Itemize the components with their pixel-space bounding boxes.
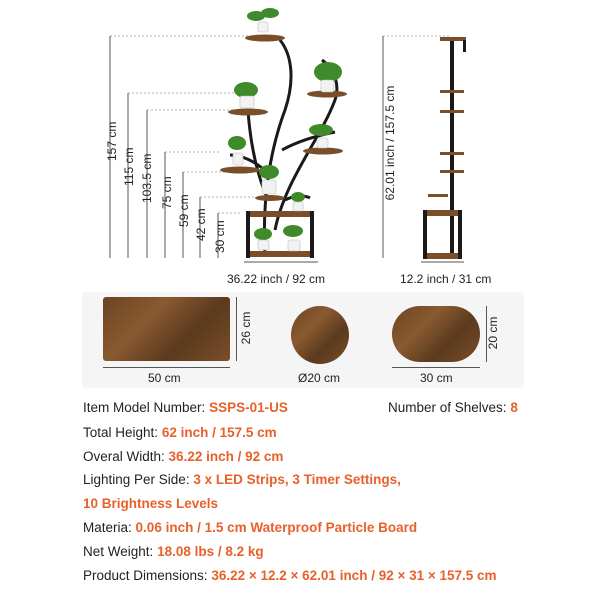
height-115-label: 115 cm — [122, 147, 136, 186]
height-103-label: 103.5 cm — [140, 153, 154, 203]
spec-weight-value: 18.08 lbs / 8.2 kg — [157, 544, 264, 559]
spec-weight — [83, 544, 264, 559]
spec-lighting-value-2: 10 Brightness Levels — [83, 496, 219, 511]
side-width-label: 12.2 inch / 31 cm — [400, 272, 492, 286]
spec-shelves-label: Number of Shelves: — [388, 400, 507, 415]
plant-stand-diagram — [0, 0, 600, 290]
front-width-label: 36.22 inch / 92 cm — [227, 272, 326, 286]
spec-lighting-value-1: 3 x LED Strips, 3 Timer Settings, — [193, 472, 401, 487]
height-157-label: 157 cm — [105, 121, 119, 161]
spec-lighting-cont — [83, 496, 218, 511]
large-shelf-width-label: 50 cm — [148, 371, 181, 385]
round-shelf-board — [291, 306, 349, 364]
large-shelf-width-line — [103, 367, 230, 368]
height-42-label: 42 cm — [194, 208, 208, 241]
large-shelf-depth-line — [236, 297, 237, 361]
large-shelf-board — [103, 297, 230, 361]
spec-height — [83, 425, 277, 440]
spec-shelves — [388, 400, 518, 415]
spec-lighting-label: Lighting Per Side: — [83, 472, 190, 487]
oval-shelf-board — [392, 306, 480, 362]
side-height-label: 62.01 inch / 157.5 cm — [383, 85, 397, 201]
height-59-label: 59 cm — [177, 194, 191, 227]
oval-shelf-width-label: 30 cm — [420, 371, 453, 385]
round-shelf-diameter-label: Ø20 cm — [298, 371, 341, 385]
spec-width-value: 36.22 inch / 92 cm — [168, 449, 284, 464]
side-view-stand — [423, 37, 466, 259]
spec-lighting — [83, 472, 401, 487]
spec-weight-label: Net Weight: — [83, 544, 154, 559]
spec-height-label: Total Height: — [83, 425, 159, 440]
spec-product-dim-label: Product Dimensions: — [83, 568, 208, 583]
spec-product-dim-value: 36.22 × 12.2 × 62.01 inch / 92 × 31 × 157.5 cm — [211, 568, 497, 583]
spec-model — [83, 400, 288, 415]
spec-width — [83, 449, 283, 464]
spec-model-label: Item Model Number: — [83, 400, 206, 415]
spec-shelves-value: 8 — [510, 400, 518, 415]
height-30-label: 30 cm — [213, 220, 227, 253]
oval-shelf-depth-label: 20 cm — [486, 316, 500, 350]
oval-shelf-width-line — [392, 367, 480, 368]
spec-model-value: SSPS-01-US — [209, 400, 288, 415]
spec-material — [83, 520, 417, 535]
height-75-label: 75 cm — [160, 176, 174, 209]
spec-material-label: Materia: — [83, 520, 132, 535]
spec-product-dimensions — [83, 568, 497, 583]
spec-width-label: Overal Width: — [83, 449, 165, 464]
spec-material-value: 0.06 inch / 1.5 cm Waterproof Particle Board — [135, 520, 418, 535]
large-shelf-depth-label: 26 cm — [239, 311, 253, 345]
spec-height-value: 62 inch / 157.5 cm — [161, 425, 277, 440]
